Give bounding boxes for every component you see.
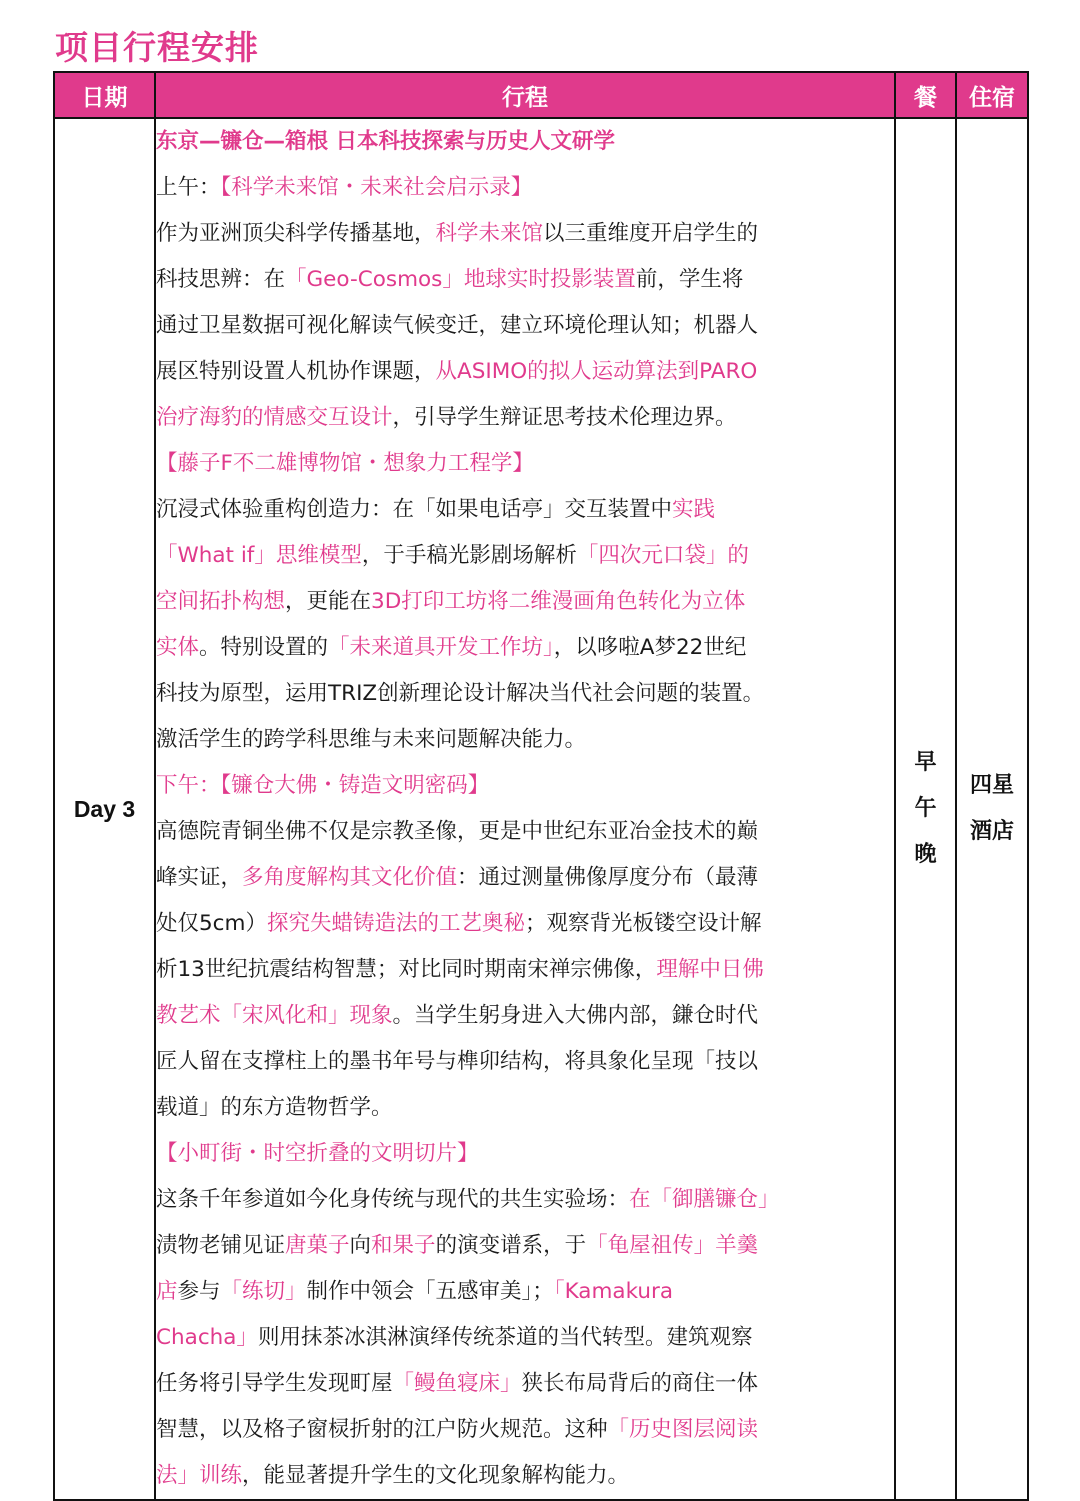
body-text: 则用抹茶冰淇淋演绎传统茶道的当代转型。建筑观察 xyxy=(257,1325,753,1350)
highlight-text: 店 xyxy=(156,1279,178,1304)
body-text: 沉浸式体验重构创造力：在「如果电话亭」交互装置中 xyxy=(156,497,673,522)
highlight-text: 【小町街・时空折叠的文明切片】 xyxy=(156,1141,479,1166)
hotel-line-1: 四星 xyxy=(969,773,1014,798)
body-text: 科技为原型，运用TRIZ创新理论设计解决当代社会问题的装置。 xyxy=(156,681,765,706)
table-row xyxy=(54,118,1028,1500)
itinerary-line xyxy=(156,579,894,625)
highlight-text: 实体 xyxy=(156,635,200,660)
highlight-text: 「练切」 xyxy=(220,1279,307,1304)
itinerary-line xyxy=(156,717,894,763)
itinerary-line xyxy=(156,119,894,165)
body-text: 狭长布局背后的商住一体 xyxy=(521,1371,759,1396)
itinerary-line xyxy=(156,257,894,303)
body-text: 载道」的东方造物哲学。 xyxy=(156,1095,393,1120)
highlight-text: 理解中日佛 xyxy=(656,957,764,982)
body-text: 通过卫星数据可视化解读气候变迁，建立环境伦理认知；机器人 xyxy=(156,313,759,338)
body-text: 。当学生躬身进入大佛内部，鎌仓时代 xyxy=(392,1003,759,1028)
highlight-text: 东京—镰仓—箱根 日本科技探索与历史人文研学 xyxy=(156,129,615,154)
highlight-text: 下午：【镰仓大佛・铸造文明密码】 xyxy=(156,773,490,798)
body-text: 参与 xyxy=(177,1279,221,1304)
header-date: 日期 xyxy=(54,72,155,118)
body-text: 激活学生的跨学科思维与未来问题解决能力。 xyxy=(156,727,587,752)
itinerary-line xyxy=(156,1177,894,1223)
body-text: 处仅5cm） xyxy=(156,911,267,936)
itinerary-line xyxy=(156,1131,894,1177)
itinerary-line xyxy=(156,901,894,947)
itinerary-line xyxy=(156,1269,894,1315)
body-text: ：通过测量佛像厚度分布（最薄 xyxy=(457,865,759,890)
body-text: ，更能在 xyxy=(285,589,372,614)
body-text: 峰实证， xyxy=(156,865,243,890)
highlight-text: 多角度解构其文化价值 xyxy=(242,865,458,890)
itinerary-line xyxy=(156,349,894,395)
highlight-text: 空间拓扑构想 xyxy=(156,589,286,614)
highlight-text: Chacha」 xyxy=(156,1325,258,1350)
highlight-text: 法」训练 xyxy=(156,1463,243,1488)
highlight-text: 实践 xyxy=(672,497,716,522)
hotel-line-2: 酒店 xyxy=(969,819,1014,844)
itinerary-table xyxy=(53,71,1029,1501)
itinerary-line xyxy=(156,1223,894,1269)
highlight-text: 「What if」思维模型 xyxy=(156,543,362,568)
itinerary-line xyxy=(156,1361,894,1407)
body-text: 作为亚洲顶尖科学传播基地， xyxy=(156,221,436,246)
highlight-text: 教艺术「宋风化和」现象 xyxy=(156,1003,393,1028)
itinerary-line xyxy=(156,947,894,993)
highlight-text: 「历史图层阅读 xyxy=(607,1417,759,1442)
body-text: 科技思辨：在 xyxy=(156,267,286,292)
header-itinerary: 行程 xyxy=(155,72,895,118)
itinerary-line xyxy=(156,855,894,901)
itinerary-line xyxy=(156,671,894,717)
highlight-text: 【科学未来馆・未来社会启示录】 xyxy=(220,175,533,200)
itinerary-line xyxy=(156,1453,894,1499)
highlight-text: 「鳗鱼寝床」 xyxy=(392,1371,522,1396)
table-header-row xyxy=(54,72,1028,118)
body-text: ；观察背光板镂空设计解 xyxy=(524,911,762,936)
itinerary-line xyxy=(156,1407,894,1453)
itinerary-line xyxy=(156,1039,894,1085)
body-text: ，能显著提升学生的文化现象解构能力。 xyxy=(242,1463,630,1488)
body-text: 这条千年参道如今化身传统与现代的共生实验场： xyxy=(156,1187,630,1212)
hotel-cell xyxy=(956,118,1028,1500)
highlight-text: 「Geo-Cosmos」地球实时投影装置 xyxy=(285,267,636,292)
body-text: 以三重维度开启学生的 xyxy=(543,221,759,246)
highlight-text: 「未来道具开发工作坊」 xyxy=(328,635,554,660)
day-label: Day 3 xyxy=(54,118,155,1500)
body-text: 的演变谱系，于 xyxy=(435,1233,587,1258)
header-meal: 餐 xyxy=(895,72,956,118)
itinerary-content xyxy=(155,118,895,1500)
body-text: 匠人留在支撑柱上的墨书年号与榫卯结构，将具象化呈现「技以 xyxy=(156,1049,759,1074)
page-title: 项目行程安排 xyxy=(55,28,259,67)
body-text: 高德院青铜坐佛不仅是宗教圣像，更是中世纪东亚冶金技术的巅 xyxy=(156,819,759,844)
itinerary-line xyxy=(156,165,894,211)
highlight-text: 「四次元口袋」的 xyxy=(576,543,749,568)
body-text: ，以哆啦A梦22世纪 xyxy=(553,635,747,660)
highlight-text: 科学未来馆 xyxy=(435,221,544,246)
highlight-text: 「Kamakura xyxy=(553,1279,674,1304)
highlight-text: 探究失蜡铸造法的工艺奥秘 xyxy=(266,911,525,936)
itinerary-line xyxy=(156,303,894,349)
highlight-text: 唐菓子 xyxy=(285,1233,350,1258)
meal-breakfast: 早 xyxy=(914,750,937,775)
body-text: 任务将引导学生发现町屋 xyxy=(156,1371,393,1396)
body-text: 上午： xyxy=(156,175,221,200)
highlight-text: 从ASIMO的拟人运动算法到PARO xyxy=(435,359,758,384)
itinerary-line xyxy=(156,809,894,855)
meal-cell xyxy=(895,118,956,1500)
highlight-text: 【藤子F不二雄博物馆・想象力工程学】 xyxy=(156,451,534,476)
body-text: 。特别设置的 xyxy=(199,635,329,660)
body-text: 制作中领会「五感审美」； xyxy=(306,1279,554,1304)
body-text: 向 xyxy=(349,1233,372,1258)
body-text: ，于手稿光影剧场解析 xyxy=(361,543,577,568)
highlight-text: 3D打印工坊将二维漫画角色转化为立体 xyxy=(371,589,746,614)
itinerary-line xyxy=(156,533,894,579)
body-text: 展区特别设置人机协作课题， xyxy=(156,359,436,384)
body-text: 智慧，以及格子窗棂折射的江户防火规范。这种 xyxy=(156,1417,608,1442)
body-text: ，引导学生辩证思考技术伦理边界。 xyxy=(392,405,737,430)
itinerary-line xyxy=(156,395,894,441)
itinerary-line xyxy=(156,625,894,671)
itinerary-line xyxy=(156,211,894,257)
itinerary-line xyxy=(156,441,894,487)
itinerary-line xyxy=(156,487,894,533)
itinerary-line xyxy=(156,1085,894,1131)
itinerary-line xyxy=(156,1315,894,1361)
meal-dinner: 晚 xyxy=(914,842,937,867)
header-hotel: 住宿 xyxy=(956,72,1028,118)
body-text: 析13世纪抗震结构智慧；对比同时期南宋禅宗佛像， xyxy=(156,957,657,982)
itinerary-line xyxy=(156,993,894,1039)
body-text: 前，学生将 xyxy=(635,267,744,292)
body-text: 渍物老铺见证 xyxy=(156,1233,286,1258)
highlight-text: 「龟屋祖传」羊羹 xyxy=(586,1233,759,1258)
highlight-text: 在「御膳镰仓」 xyxy=(629,1187,780,1212)
highlight-text: 和果子 xyxy=(371,1233,436,1258)
highlight-text: 治疗海豹的情感交互设计 xyxy=(156,405,393,430)
meal-lunch: 午 xyxy=(914,796,937,821)
itinerary-line xyxy=(156,763,894,809)
